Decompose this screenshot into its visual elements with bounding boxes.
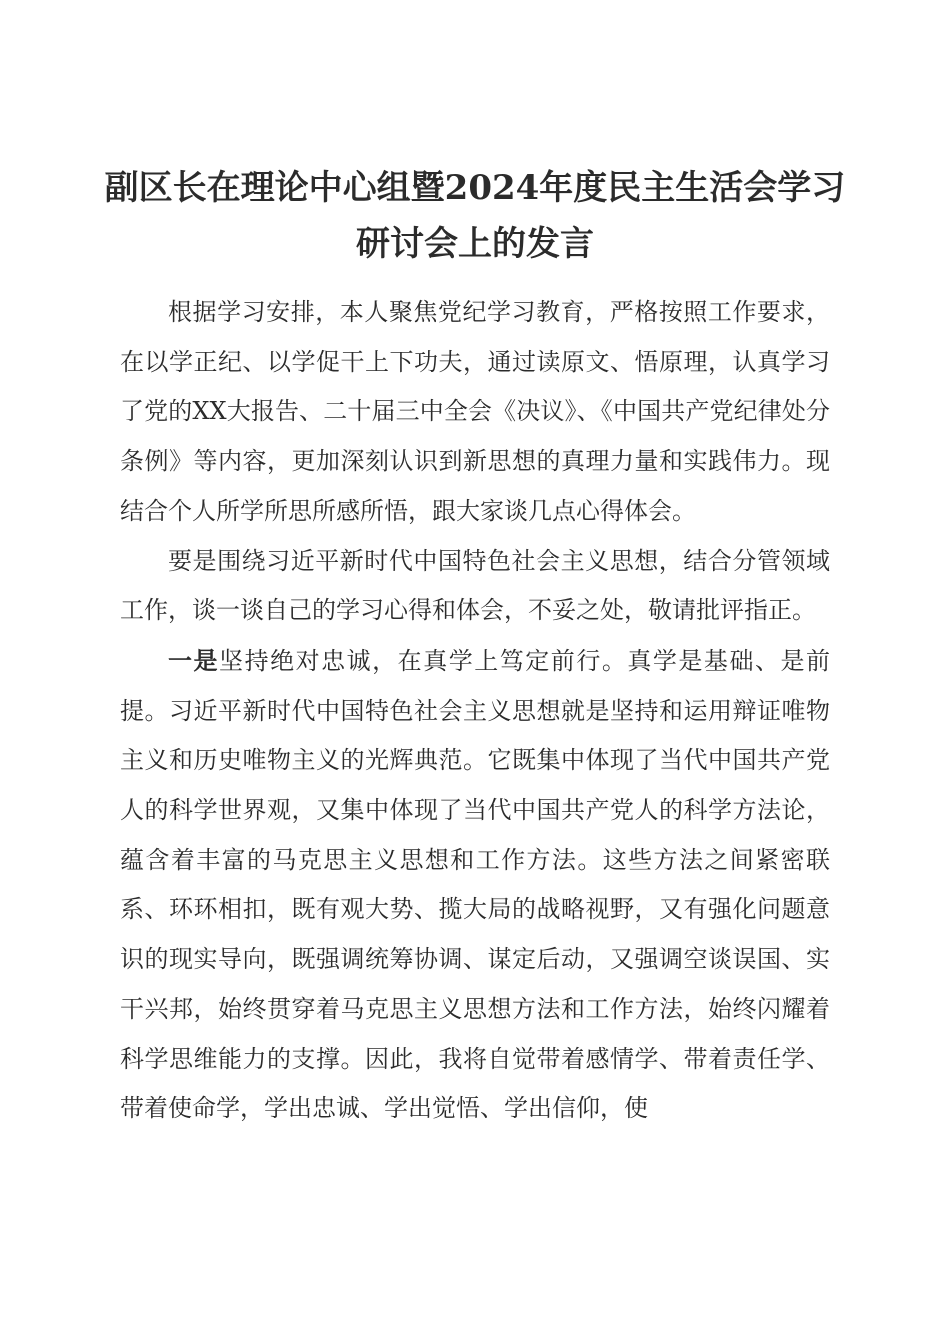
- document-title: 副区长在理论中心组暨2024年度民主生活会学习研讨会上的发言: [104, 168, 846, 264]
- paragraph-intro: [120, 288, 830, 537]
- paragraph-purpose-text: 要是围绕习近平新时代中国特色社会主义思想，结合分管领域工作，谈一谈自己的学习心得和体会，不妥之处，敬请批评指正。: [120, 546, 830, 625]
- paragraph-purpose: [120, 537, 830, 636]
- paragraph-point-one-text: 坚持绝对忠诚，在真学上笃定前行。真学是基础、是前提。习近平新时代中国特色社会主义思想就是坚持和运用辩证唯物主义和历史唯物主义的光辉典范。它既集中体现了当代中国共产党人的科学世界观，又集中体现了当代中国共产党人的科学方法论，蕴含着丰富的马克思主义思想和工作方法。这些方法之间紧密联系、环环相扣，既有观大势、揽大局的战略视野，又有强化问题意识的现实导向，既强调统筹协调、谋定后动，又强调空谈误国、实干兴邦，始终贯穿着马克思主义思想方法和工作方法，始终闪耀着科学思维能力的支撑。因此，我将自觉带着感情学、带着责任学、带着使命学，学出忠诚、学出觉悟、学出信仰，使: [120, 646, 831, 1123]
- paragraph-intro-text: 根据学习安排，本人聚焦党纪学习教育，严格按照工作要求，在以学正纪、以学促干上下功夫，通过读原文、悟原理，认真学习了党的XX大报告、二十届三中全会《决议》、《中国共产党纪律处分条例》等内容，更加深刻认识到新思想的真理力量和实践伟力。现结合个人所学所思所感所悟，跟大家谈几点心得体会。: [120, 298, 830, 525]
- paragraph-point-one: [120, 636, 830, 1134]
- paragraph-point-one-lead: 一是: [168, 645, 220, 675]
- document-body: [120, 288, 830, 1134]
